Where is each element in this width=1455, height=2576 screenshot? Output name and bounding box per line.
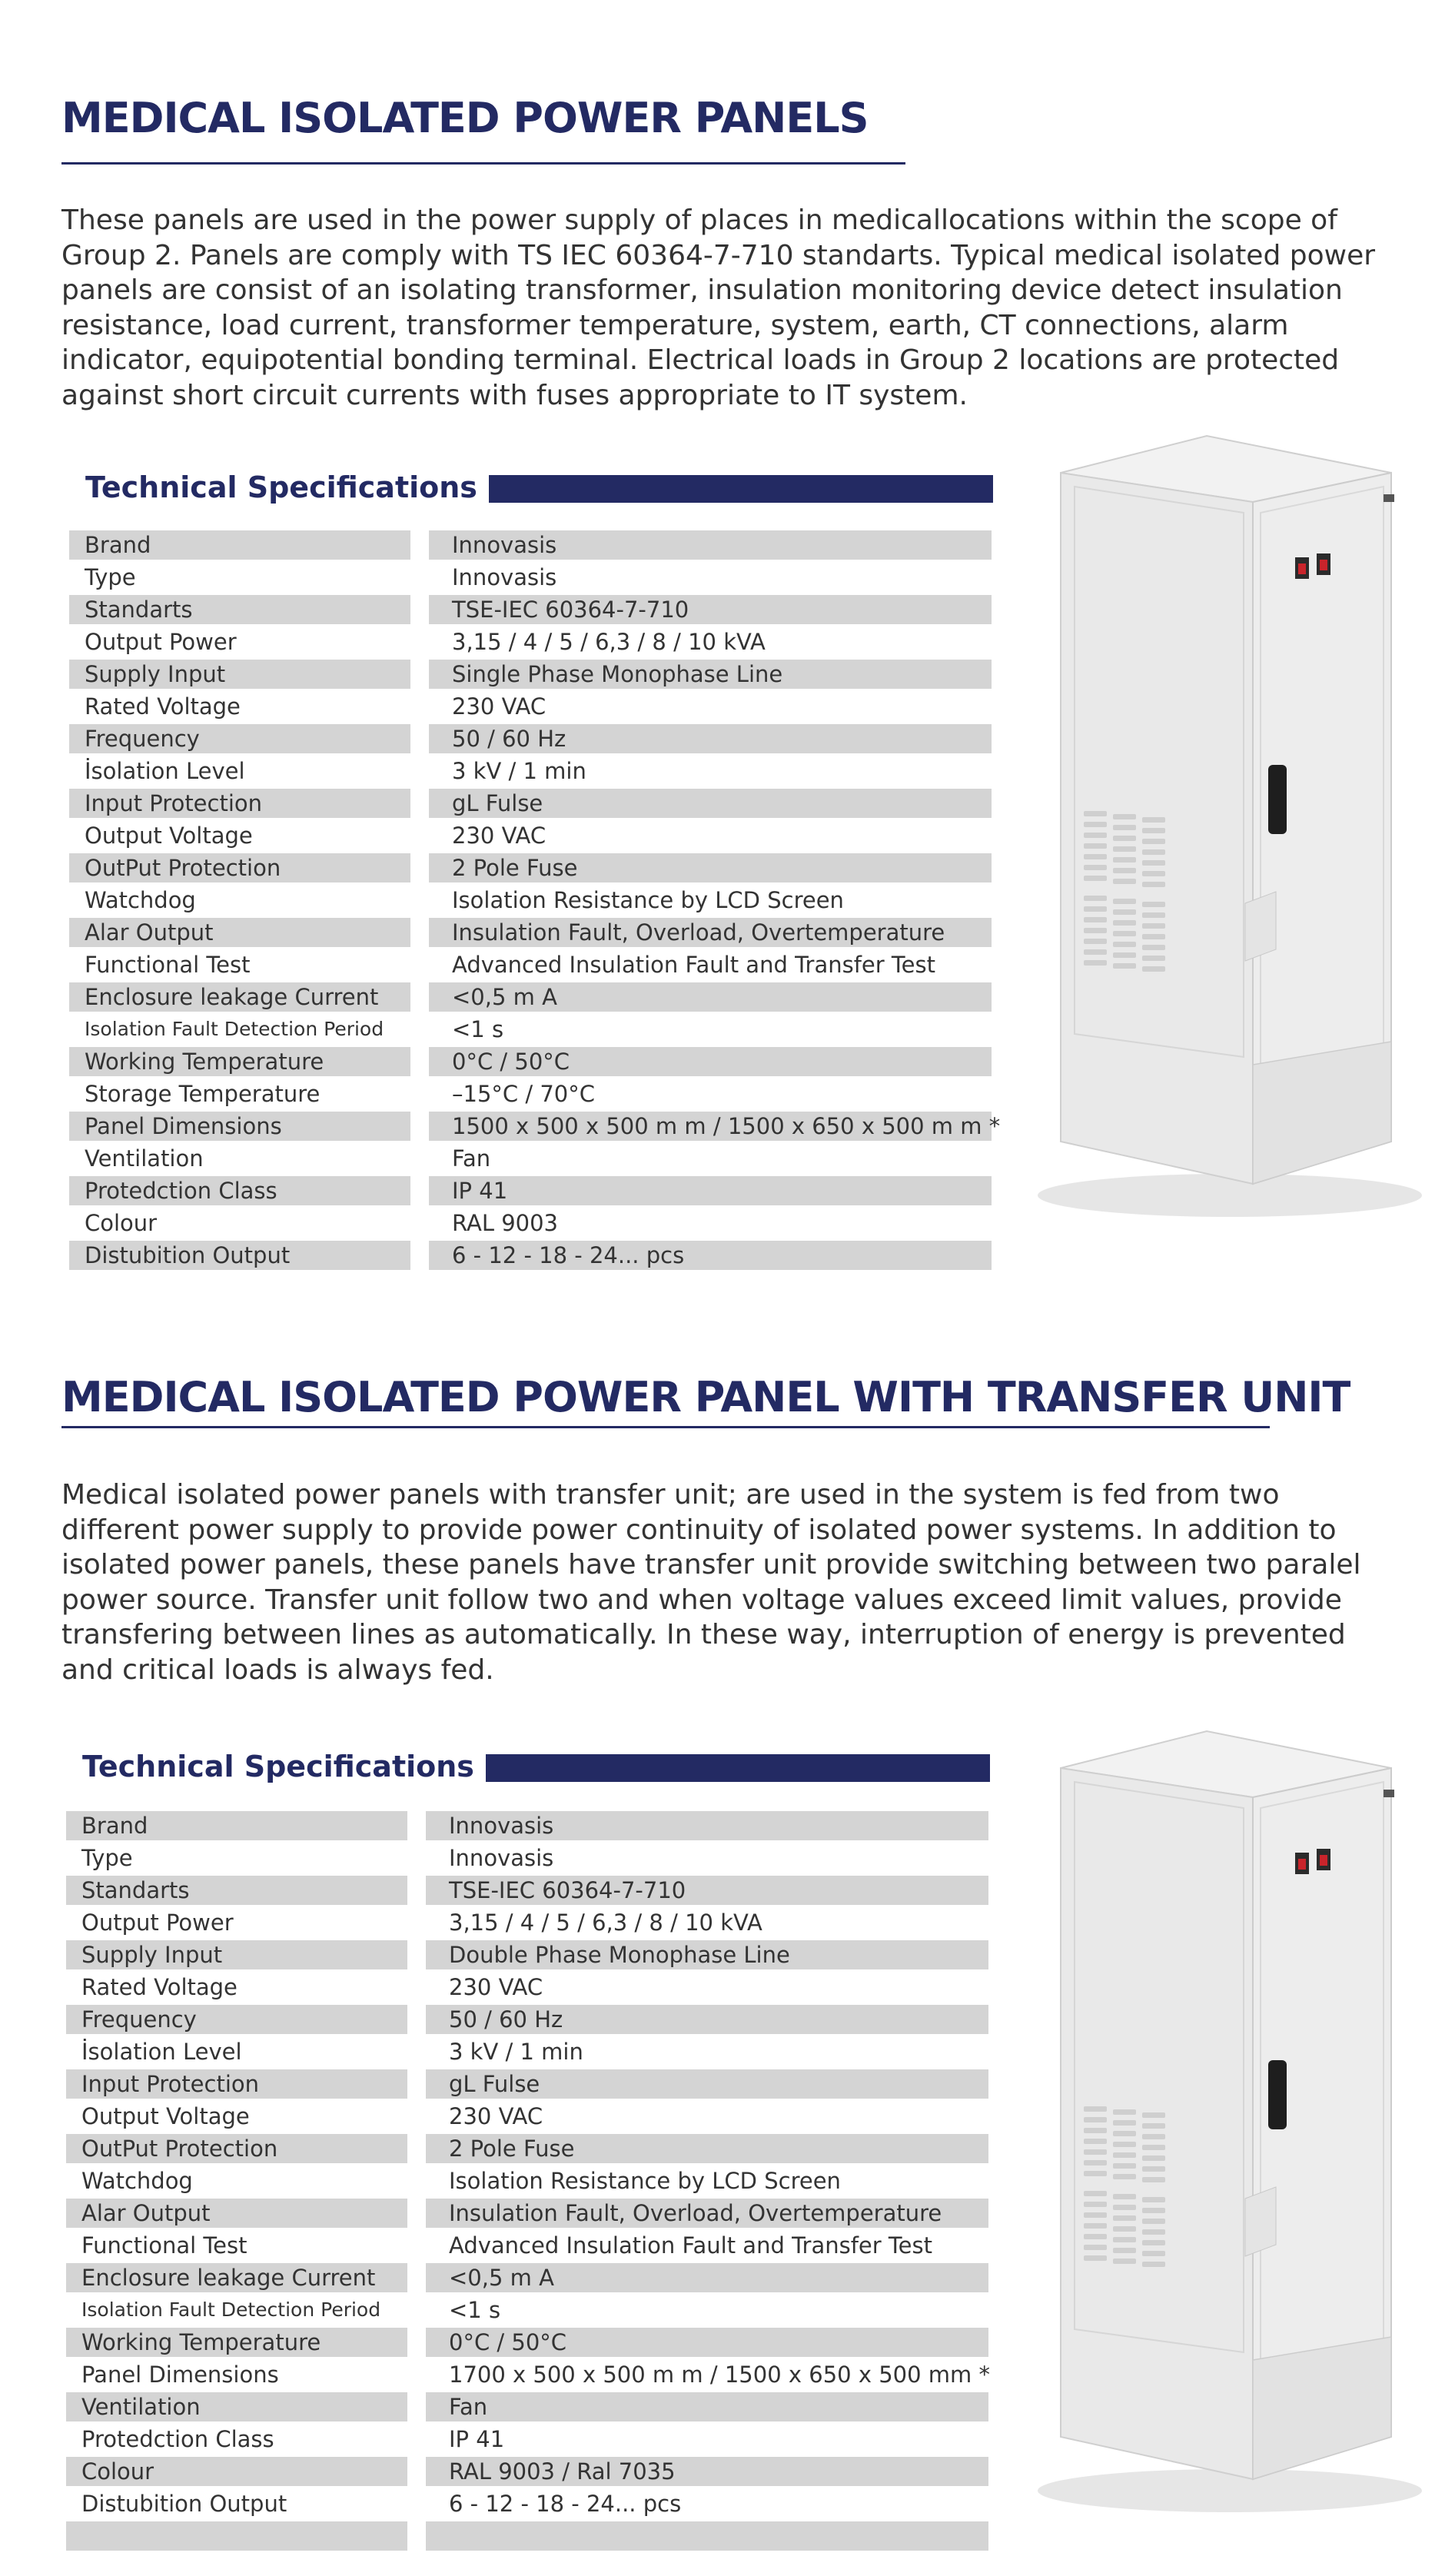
spec-value: Fan — [426, 2392, 988, 2421]
spec-label: Supply Input — [69, 660, 410, 689]
vent-slot — [1142, 2240, 1165, 2245]
vent-slot — [1084, 2139, 1107, 2144]
spec-row — [66, 2457, 988, 2489]
vent-slot — [1113, 2152, 1136, 2158]
spec-label: Functional Test — [85, 952, 251, 978]
vent-slot — [1142, 902, 1165, 907]
cabinet-shadow — [1038, 2469, 1422, 2512]
spec-label: Watchdog — [85, 887, 196, 913]
spec-row — [66, 2037, 988, 2069]
spec-value: Single Phase Monophase Line — [429, 660, 992, 689]
spec-label: Functional Test — [81, 2232, 247, 2259]
vent-slot — [1142, 882, 1165, 887]
vent-slot — [1142, 2134, 1165, 2139]
vent-slot — [1084, 917, 1107, 922]
spec-label: Frequency — [69, 724, 410, 753]
spec-value: Innovasis — [426, 1811, 988, 1840]
spec-label: Isolation Fault Detection Period — [81, 2298, 381, 2321]
spec-label: OutPut Protection — [69, 853, 410, 882]
cabinet-shadow — [1038, 1174, 1422, 1217]
vent-slot — [1113, 931, 1136, 936]
vent-slot — [1142, 956, 1165, 961]
vent-slot — [1142, 2156, 1165, 2161]
vent-slot — [1113, 2226, 1136, 2232]
spec-label: Protedction Class — [81, 2426, 274, 2452]
spec-label: Distubition Output — [81, 2491, 287, 2517]
vent-slot — [1142, 817, 1165, 823]
spec-label: Supply Input — [66, 1940, 407, 1969]
spec-value: <1 s — [449, 2297, 501, 2323]
spec-value: 6 - 12 - 18 - 24... pcs — [449, 2491, 682, 2517]
vent-slot — [1113, 2205, 1136, 2210]
vent-slot — [1084, 960, 1107, 966]
vent-slot — [1142, 2112, 1165, 2118]
section1-description: These panels are used in the power supply of places in medicallocations within the scope of Group 2. Panels are comply with TS IEC 60364-7-710 standarts. Typical medical isolated power panels are consist of an isolating transformer, insulation monitoring device detect insulation resistance, load current, transformer temperature, system, earth, CT connections, alarm indicator, equipotential bonding terminal. Electrical loads in Group 2 locations are protected against short circuit currents with fuses appropriate to IT system. — [61, 204, 1376, 411]
spec-row — [69, 821, 992, 853]
spec-value: 230 VAC — [452, 693, 546, 720]
vent-slot — [1084, 949, 1107, 955]
spec-row — [69, 853, 992, 886]
spec-row — [66, 2166, 988, 2199]
vent-slot — [1142, 2229, 1165, 2235]
spec-label: Colour — [66, 2457, 407, 2486]
spec-value: 6 - 12 - 18 - 24... pcs — [429, 1241, 992, 1270]
spec-value: 1700 x 500 x 500 m m / 1500 x 650 x 500 mm * — [449, 2362, 990, 2388]
spec-value: <1 s — [452, 1016, 504, 1042]
spec-row — [66, 1843, 988, 1876]
vent-slot — [1142, 2262, 1165, 2267]
spec-label: Alar Output — [66, 2199, 407, 2228]
spec-row — [66, 2231, 988, 2263]
spec-label: Distubition Output — [69, 1241, 410, 1270]
spec-row — [69, 1208, 992, 1241]
vent-slot — [1113, 2120, 1136, 2126]
spec-label: Storage Temperature — [85, 1081, 321, 1107]
vent-slot — [1142, 839, 1165, 844]
cabinet-plinth — [1253, 1042, 1391, 1184]
spec-label: Ventilation — [85, 1145, 204, 1172]
spec-value: IP 41 — [449, 2426, 505, 2452]
spec-label: Rated Voltage — [85, 693, 241, 720]
vent-slot — [1084, 2245, 1107, 2250]
spec-label: Standarts — [66, 1876, 407, 1905]
vent-slot — [1084, 939, 1107, 944]
spec-row — [66, 2005, 988, 2037]
vent-slot — [1142, 2251, 1165, 2256]
vent-slot — [1142, 2145, 1165, 2150]
spec-value: Innovasis — [429, 530, 992, 560]
vent-slot — [1113, 879, 1136, 884]
spec-label: Alar Output — [69, 918, 410, 947]
vent-slot — [1142, 2197, 1165, 2202]
vent-slot — [1084, 822, 1107, 827]
vent-slot — [1084, 2171, 1107, 2176]
vent-slot — [1113, 825, 1136, 830]
spec-label: Output Power — [81, 1910, 234, 1936]
spec-label: Output Voltage — [81, 2103, 250, 2129]
vent-slot — [1142, 934, 1165, 939]
spec-value: 230 VAC — [449, 1974, 543, 2000]
spec-row — [66, 2489, 988, 2521]
spec-row — [66, 2199, 988, 2231]
spec-label: Working Temperature — [66, 2328, 407, 2357]
spec-label: Input Protection — [66, 2069, 407, 2099]
spec-row — [66, 2521, 988, 2554]
spec-row — [69, 1079, 992, 1112]
vent-slot — [1113, 2215, 1136, 2221]
spec-value: TSE-IEC 60364-7-710 — [426, 1876, 988, 1905]
fan-icon — [1245, 2187, 1276, 2256]
vent-slot — [1084, 876, 1107, 881]
vent-slot — [1142, 849, 1165, 855]
spec-label: Type — [81, 1845, 133, 1871]
vent-slot — [1084, 2106, 1107, 2112]
vent-slot — [1113, 899, 1136, 904]
vent-slot — [1142, 923, 1165, 929]
section1-title-rule — [61, 162, 905, 165]
vent-slot — [1113, 920, 1136, 926]
spec-value: 50 / 60 Hz — [426, 2005, 988, 2034]
vent-slot — [1084, 2255, 1107, 2261]
bracket — [1384, 494, 1394, 502]
section1-spec-table — [69, 530, 1001, 1276]
spec-row — [69, 530, 992, 563]
vent-slot — [1113, 857, 1136, 863]
spec-label: Brand — [66, 1811, 407, 1840]
vent-slot — [1113, 909, 1136, 915]
vent-slot — [1142, 2177, 1165, 2182]
spec-row — [69, 1047, 992, 1079]
spec-value: Isolation Resistance by LCD Screen — [452, 887, 844, 913]
spec-row — [66, 2102, 988, 2134]
spec-row — [69, 982, 992, 1015]
spec-label — [66, 2521, 407, 2551]
spec-value: 0°C / 50°C — [429, 1047, 992, 1076]
spec-row — [66, 2425, 988, 2457]
spec-row — [66, 1973, 988, 2005]
spec-label: Colour — [85, 1210, 158, 1236]
spec-row — [69, 1112, 1001, 1144]
vent-slot — [1084, 2117, 1107, 2122]
vent-slot — [1084, 2202, 1107, 2207]
door-handle-icon — [1268, 2060, 1287, 2129]
spec-row — [69, 950, 992, 982]
spec-row — [69, 756, 992, 789]
spec-label: İsolation Level — [85, 758, 245, 784]
vent-slot — [1113, 2237, 1136, 2242]
section1-spec-heading: Technical Specifications — [85, 470, 477, 504]
vent-slot — [1142, 912, 1165, 918]
spec-value: <0,5 m A — [429, 982, 992, 1012]
vent-slot — [1084, 2234, 1107, 2239]
section1-title: MEDICAL ISOLATED POWER PANELS — [61, 94, 869, 142]
spec-value: 1500 x 500 x 500 m m / 1500 x 650 x 500 m m * — [429, 1112, 992, 1141]
spec-label: Input Protection — [69, 789, 410, 818]
spec-value: gL Fulse — [429, 789, 992, 818]
spec-label: Protedction Class — [69, 1176, 410, 1205]
vent-slot — [1084, 2128, 1107, 2133]
spec-value: Insulation Fault, Overload, Overtemperature — [426, 2199, 988, 2228]
spec-row — [66, 2134, 988, 2166]
vent-slot — [1084, 2212, 1107, 2218]
vent-slot — [1142, 860, 1165, 866]
spec-label: Panel Dimensions — [81, 2362, 279, 2388]
vent-slot — [1084, 896, 1107, 901]
section1-spec-bar — [489, 475, 993, 503]
vent-slot — [1084, 2160, 1107, 2166]
vent-slot — [1142, 2166, 1165, 2172]
vent-slot — [1113, 2142, 1136, 2147]
vent-slot — [1113, 2194, 1136, 2199]
spec-value: Innovasis — [452, 564, 557, 590]
section2-title: MEDICAL ISOLATED POWER PANEL WITH TRANSFER UNIT — [61, 1373, 1350, 1421]
vent-slot — [1142, 2219, 1165, 2224]
vent-slot — [1113, 963, 1136, 969]
vent-slot — [1113, 2248, 1136, 2253]
vent-slot — [1113, 2163, 1136, 2169]
spec-row — [69, 918, 992, 950]
vent-slot — [1113, 2131, 1136, 2136]
spec-row — [69, 1176, 992, 1208]
spec-value: 2 Pole Fuse — [429, 853, 992, 882]
spec-row — [69, 789, 992, 821]
spec-value: Double Phase Monophase Line — [426, 1940, 988, 1969]
spec-label: Watchdog — [81, 2168, 193, 2194]
door-handle-icon — [1268, 765, 1287, 834]
spec-label: Output Voltage — [85, 823, 253, 849]
vent-slot — [1084, 854, 1107, 859]
spec-row — [66, 1940, 988, 1973]
spec-row — [66, 1876, 988, 1908]
spec-label: Rated Voltage — [81, 1974, 238, 2000]
vent-slot — [1084, 2149, 1107, 2155]
spec-value: IP 41 — [429, 1176, 992, 1205]
spec-label: Brand — [69, 530, 410, 560]
vent-slot — [1084, 865, 1107, 870]
spec-label: Ventilation — [66, 2392, 407, 2421]
vent-slot — [1142, 828, 1165, 833]
spec-value: –15°C / 70°C — [452, 1081, 596, 1107]
vent-slot — [1084, 843, 1107, 849]
section2-spec-table — [66, 1811, 990, 2564]
spec-row — [69, 563, 992, 595]
section2-spec-bar — [486, 1754, 990, 1782]
vent-slot — [1084, 833, 1107, 838]
section2-title-rule — [61, 1426, 1270, 1428]
spec-label: Type — [85, 564, 136, 590]
vent-slot — [1113, 952, 1136, 958]
bracket — [1384, 1790, 1394, 1797]
vent-slot — [1113, 2174, 1136, 2179]
spec-value: 3 kV / 1 min — [452, 758, 586, 784]
spec-label: OutPut Protection — [66, 2134, 407, 2163]
spec-value: 230 VAC — [452, 823, 546, 849]
spec-row — [69, 1144, 992, 1176]
spec-value: 3,15 / 4 / 5 / 6,3 / 8 / 10 kVA — [449, 1910, 762, 1936]
vent-slot — [1142, 966, 1165, 972]
spec-value: RAL 9003 / Ral 7035 — [426, 2457, 988, 2486]
spec-row — [69, 1015, 992, 1047]
spec-value: Insulation Fault, Overload, Overtemperature — [429, 918, 992, 947]
isolated-power-panel-transfer-image — [1022, 1722, 1422, 2529]
spec-row — [69, 660, 992, 692]
spec-row — [66, 2263, 988, 2295]
spec-row — [69, 595, 992, 627]
isolated-power-panel-image — [1022, 427, 1422, 1234]
spec-value: gL Fulse — [426, 2069, 988, 2099]
spec-row — [69, 886, 992, 918]
spec-row — [66, 2328, 988, 2360]
vent-slot — [1084, 906, 1107, 912]
vent-slot — [1084, 811, 1107, 816]
spec-value: Innovasis — [449, 1845, 554, 1871]
vent-slot — [1113, 868, 1136, 873]
spec-label: Standarts — [69, 595, 410, 624]
vent-slot — [1084, 2191, 1107, 2196]
spec-label: Isolation Fault Detection Period — [85, 1018, 384, 1040]
spec-row — [69, 692, 992, 724]
spec-row — [66, 1908, 988, 1940]
vent-slot — [1113, 846, 1136, 852]
spec-label: Working Temperature — [69, 1047, 410, 1076]
spec-row — [69, 627, 992, 660]
section2-spec-heading: Technical Specifications — [82, 1750, 474, 1783]
spec-value: Advanced Insulation Fault and Transfer Test — [449, 2232, 933, 2259]
spec-value: Fan — [452, 1145, 491, 1172]
spec-value: 3,15 / 4 / 5 / 6,3 / 8 / 10 kVA — [452, 629, 766, 655]
spec-label: İsolation Level — [81, 2039, 242, 2065]
vent-slot — [1113, 2109, 1136, 2115]
vent-slot — [1113, 2259, 1136, 2264]
vent-slot — [1142, 871, 1165, 876]
spec-value: Advanced Insulation Fault and Transfer Test — [452, 952, 936, 978]
vent-slot — [1113, 814, 1136, 819]
vent-slot — [1113, 836, 1136, 841]
spec-value: 50 / 60 Hz — [429, 724, 992, 753]
spec-label: Enclosure leakage Current — [69, 982, 410, 1012]
spec-value: 230 VAC — [449, 2103, 543, 2129]
spec-value: 2 Pole Fuse — [426, 2134, 988, 2163]
vent-slot — [1142, 945, 1165, 950]
spec-label: Enclosure leakage Current — [66, 2263, 407, 2292]
spec-label: Panel Dimensions — [69, 1112, 410, 1141]
vent-slot — [1113, 942, 1136, 947]
spec-row — [66, 2295, 988, 2328]
spec-value: Isolation Resistance by LCD Screen — [449, 2168, 841, 2194]
vent-slot — [1084, 928, 1107, 933]
spec-value: TSE-IEC 60364-7-710 — [429, 595, 992, 624]
spec-row — [69, 1241, 992, 1273]
spec-value: 3 kV / 1 min — [449, 2039, 583, 2065]
fan-icon — [1245, 892, 1276, 961]
spec-value: 0°C / 50°C — [426, 2328, 988, 2357]
cabinet-plinth — [1253, 2337, 1391, 2479]
spec-value: RAL 9003 — [452, 1210, 558, 1236]
vent-slot — [1142, 2208, 1165, 2213]
spec-label: Frequency — [66, 2005, 407, 2034]
spec-row — [66, 2392, 988, 2425]
spec-row — [69, 724, 992, 756]
spec-value: <0,5 m A — [426, 2263, 988, 2292]
spec-label: Output Power — [85, 629, 237, 655]
section2-description: Medical isolated power panels with transfer unit; are used in the system is fed from two different power supply to provide power continuity of isolated power systems. In addition to isolated power panels, these panels have transfer unit provide switching between two paralel power source. Transfer unit follow two and when voltage values exceed limit values, provide transfering between lines as automatically. In these way, interruption of energy is prevented and critical loads is always fed. — [61, 1479, 1361, 1686]
vent-slot — [1142, 2123, 1165, 2129]
spec-row — [66, 2069, 988, 2102]
spec-row — [66, 1811, 988, 1843]
spec-row — [66, 2360, 988, 2392]
spec-value — [426, 2521, 988, 2551]
vent-slot — [1084, 2223, 1107, 2229]
